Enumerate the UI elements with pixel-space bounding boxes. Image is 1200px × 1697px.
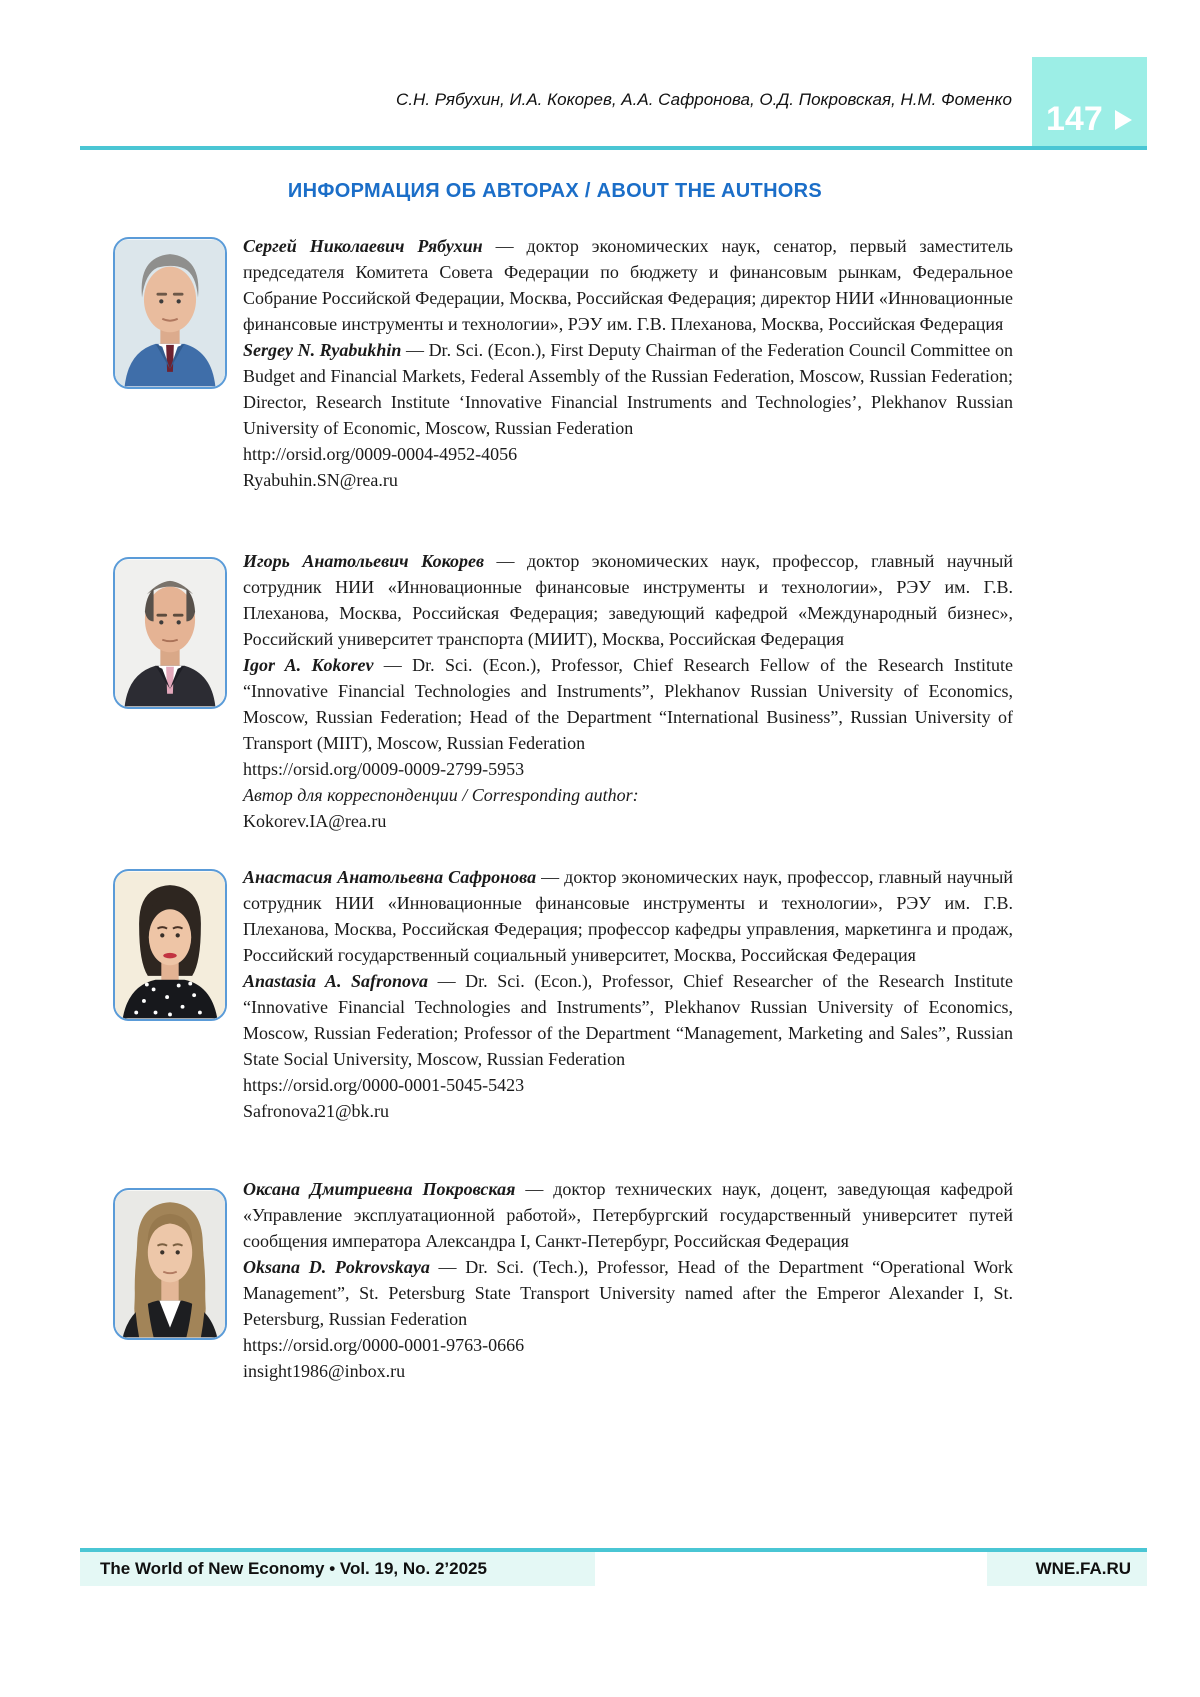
author-bio-en: Anastasia A. Safronova — Dr. Sci. (Econ.), Professor, Chief Researcher of the Research Institute “Innovative Financial Technologies and Instruments”, Plekhanov Russian University of Economics, Moscow, Russian Federation; Professor of the Department “Management, Marketing and Sales”, Russian State Social University, Moscow, Russian Federation (243, 971, 1013, 1069)
footer-journal-info: The World of New Economy • Vol. 19, No. 2’2025 (80, 1552, 595, 1586)
email-link[interactable]: Safronova21@bk.ru (243, 1101, 390, 1121)
author-photo-ryabukhin (113, 237, 227, 389)
page-number: 147 (1046, 100, 1103, 138)
author-bio-en: Oksana D. Pokrovskaya — Dr. Sci. (Tech.), Professor, Head of the Department “Operational Work Management”, St. Petersburg State Transport University named after the Emperor Alexander I, St. Petersburg, Russian Federation (243, 1257, 1013, 1329)
section-title: ИНФОРМАЦИЯ ОБ АВТОРАХ / ABOUT THE AUTHORS (287, 180, 823, 202)
author-bio-en: Sergey N. Ryabukhin — Dr. Sci. (Econ.), First Deputy Chairman of the Federation Council Committee on Budget and Financial Markets, Federal Assembly of the Russian Federation, Moscow, Russian Federation; Director, Research Institute ‘Innovative Financial Instruments and Technologies’, Plekhanov Russian University of Economic, Moscow, Russian Federation (243, 340, 1013, 438)
author-name-ru: Оксана Дмитриевна Покровская (243, 1179, 516, 1199)
author-name-ru: Анастасия Анатольевна Сафронова (243, 867, 537, 887)
header-rule (80, 146, 1147, 150)
portrait-woman-long-hair-black-jacket (115, 1190, 225, 1338)
author-name-en: Oksana D. Pokrovskaya (243, 1257, 430, 1277)
running-head-authors: С.Н. Рябухин, И.А. Кокорев, А.А. Сафронова, О.Д. Покровская, Н.М. Фоменко (396, 90, 1012, 109)
portrait-man-grey-hair-blue-suit (115, 239, 225, 387)
portrait-woman-dark-bob-polka-dot-blouse (115, 871, 225, 1019)
author-photo-kokorev (113, 557, 227, 709)
author-name-ru: Сергей Николаевич Рябухин (243, 236, 483, 256)
author-name-en: Sergey N. Ryabukhin (243, 340, 402, 360)
portrait-man-balding-dark-suit-pink-tie (115, 559, 225, 707)
next-page-arrow-icon (1115, 110, 1132, 130)
author-block-pokrovskaya (243, 1176, 1013, 1384)
author-photo-pokrovskaya (113, 1188, 227, 1340)
author-bio-ru: Сергей Николаевич Рябухин — доктор экономических наук, сенатор, первый заместитель председателя Комитета Совета Федерации по бюджету и финансовым рынкам, Федеральное Собрание Российской Федерации, Москва, Российская Федерация; директор НИИ «Инновационные финансовые инструменты и технологии», РЭУ им. Г.В. Плеханова, Москва, Российская Федерация (243, 236, 1013, 334)
orcid-link[interactable]: http://orsid.org/0009-0004-4952-4056 (243, 444, 518, 464)
author-bio-ru: Игорь Анатольевич Кокорев — доктор экономических наук, профессор, главный научный сотрудник НИИ «Инновационные финансовые инструменты и технологии», РЭУ им. Г.В. Плеханова, Москва, Российская Федерация; заведующий кафедрой «Международный бизнес», Российский университет транспорта (МИИТ), Москва, Российская Федерация (243, 551, 1013, 649)
author-name-en: Igor A. Kokorev (243, 655, 374, 675)
corresponding-author-label: Автор для корреспонденции / Corresponding author: (243, 785, 639, 805)
author-block-kokorev (243, 548, 1013, 834)
email-link[interactable]: Ryabuhin.SN@rea.ru (243, 470, 398, 490)
orcid-link[interactable]: https://orsid.org/0009-0009-2799-5953 (243, 759, 525, 779)
author-bio-ru: Анастасия Анатольевна Сафронова — доктор экономических наук, профессор, главный научный сотрудник НИИ «Инновационные финансовые инструменты и технологии», РЭУ им. Г.В. Плеханова, Москва, Российская Федерация; профессор кафедры управления, маркетинга и продаж, Российский государственный социальный университет, Москва, Российская Федерация (243, 867, 1013, 965)
email-link[interactable]: insight1986@inbox.ru (243, 1361, 406, 1381)
page-number-box (1032, 57, 1147, 146)
author-block-safronova (243, 864, 1013, 1124)
orcid-link[interactable]: https://orsid.org/0000-0001-9763-0666 (243, 1335, 525, 1355)
author-name-en: Anastasia A. Safronova (243, 971, 429, 991)
author-photo-safronova (113, 869, 227, 1021)
author-name-ru: Игорь Анатольевич Кокорев (243, 551, 485, 571)
author-bio-ru: Оксана Дмитриевна Покровская — доктор технических наук, доцент, заведующая кафедрой «Управление эксплуатационной работой», Петербургский государственный университет путей сообщения императора Александра I, Санкт-Петербург, Российская Федерация (243, 1179, 1013, 1251)
author-block-ryabukhin (243, 233, 1013, 493)
author-bio-en: Igor A. Kokorev — Dr. Sci. (Econ.), Professor, Chief Research Fellow of the Research Institute “Innovative Financial Technologies and Instruments”, Plekhanov Russian University of Economics, Moscow, Russian Federation; Head of the Department “International Business”, Russian University of Transport (MIIT), Moscow, Russian Federation (243, 655, 1013, 753)
footer-site-link[interactable]: WNE.FA.RU (987, 1552, 1147, 1586)
email-link[interactable]: Kokorev.IA@rea.ru (243, 811, 387, 831)
orcid-link[interactable]: https://orsid.org/0000-0001-5045-5423 (243, 1075, 525, 1095)
